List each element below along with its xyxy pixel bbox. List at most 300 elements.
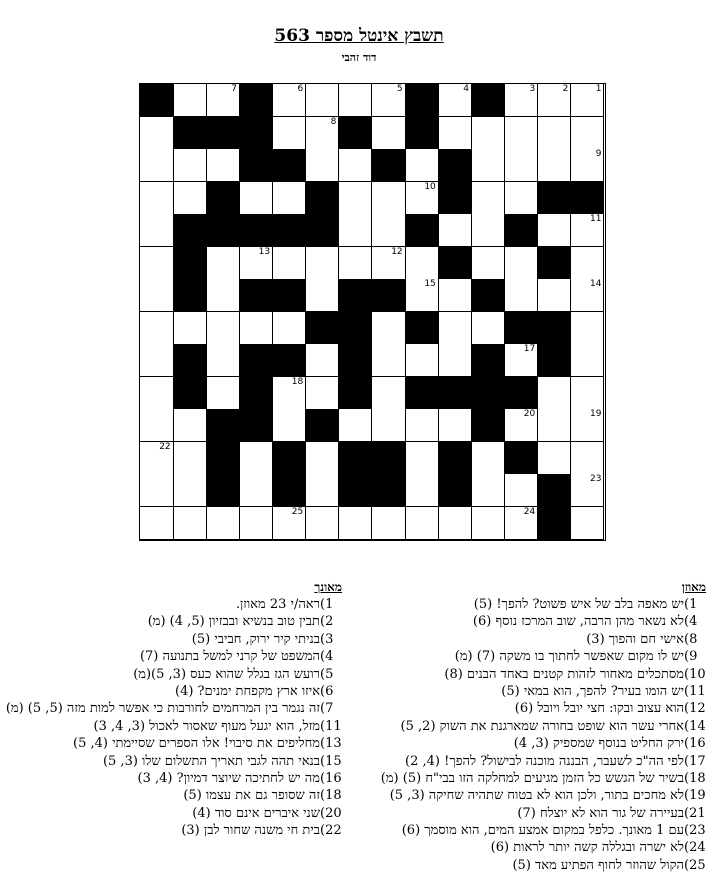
grid-cell[interactable] — [438, 344, 472, 377]
black-square — [306, 182, 340, 215]
clue-text: יש לו מקום שאפשר לחתוך בו משקה (7) (מ) — [454, 649, 684, 665]
clue-text: יש הומו בעיר? להפך, הוא במאי (5) — [501, 683, 684, 699]
black-square — [505, 442, 539, 475]
grid-cell[interactable] — [140, 344, 174, 377]
clue-number: 12 — [391, 246, 403, 257]
across-clue-list — [356, 596, 706, 874]
clue-number-label: 9) — [684, 649, 698, 665]
black-square — [140, 84, 174, 117]
grid-cell[interactable] — [306, 149, 340, 182]
black-square — [438, 442, 472, 475]
grid-cell[interactable] — [471, 117, 505, 150]
across-clue — [356, 770, 706, 787]
grid-cell[interactable] — [405, 507, 439, 540]
black-square — [438, 474, 472, 507]
clue-text: לא נשאר מהן הרבה, שוב המרכז נוסף (6) — [472, 614, 684, 630]
clue-number-label: 18) — [684, 770, 706, 786]
black-square — [206, 442, 240, 475]
black-square — [438, 149, 472, 182]
across-clue — [356, 753, 706, 770]
black-square — [505, 214, 539, 247]
across-clue — [356, 683, 706, 700]
down-clue — [2, 770, 342, 787]
clue-text: ירק החליט בנוסף שמספיק (3, 4) — [513, 736, 684, 752]
grid-cell[interactable] — [505, 409, 539, 442]
grid-cell[interactable] — [306, 84, 340, 117]
grid-cell[interactable] — [438, 117, 472, 150]
grid-cell[interactable] — [571, 214, 605, 247]
black-square — [339, 117, 373, 150]
black-square — [173, 377, 207, 410]
down-clue — [2, 631, 342, 648]
down-clue — [2, 648, 342, 665]
clue-text: מזל, הוא יגעל מעוף שאסור לאכול (3, 4, 3) — [93, 718, 320, 734]
down-clue — [2, 700, 342, 717]
grid-cell[interactable] — [273, 247, 307, 280]
clue-number-label: 1) — [320, 597, 334, 612]
clue-text: ראה/י 23 מאוזן. — [235, 597, 320, 612]
grid-cell[interactable] — [405, 149, 439, 182]
black-square — [239, 279, 273, 312]
clue-number: 24 — [523, 506, 536, 517]
clue-text: הקול שהוזר לחוף הפתיע מאד (5) — [512, 857, 684, 873]
clue-number: 25 — [291, 506, 304, 517]
clue-text: יש מאפה בלב של איש פשוט? להפך! (5) — [473, 597, 684, 612]
clue-number: 1 — [595, 84, 602, 94]
grid-cell[interactable] — [505, 507, 539, 540]
down-clue — [2, 822, 342, 839]
clue-number: 23 — [590, 474, 602, 484]
black-square — [173, 344, 207, 377]
grid-cell[interactable] — [173, 84, 207, 117]
grid-cell[interactable] — [571, 409, 605, 442]
black-square — [538, 182, 572, 215]
black-square — [339, 474, 373, 507]
grid-cell[interactable] — [571, 117, 605, 150]
grid-cell[interactable] — [405, 344, 439, 377]
grid-cell[interactable] — [538, 84, 572, 117]
black-square — [239, 344, 273, 377]
clue-text: הוא עצוב ובקו: חצי יובל ויובל (6) — [514, 701, 684, 717]
grid-cell[interactable] — [239, 312, 273, 345]
grid-cell[interactable] — [140, 409, 174, 442]
black-square — [505, 377, 539, 410]
black-square — [538, 474, 572, 507]
black-square — [405, 377, 439, 410]
down-clue — [2, 683, 342, 700]
grid-cell[interactable] — [273, 507, 307, 540]
clue-number-label: 7) — [320, 701, 334, 717]
black-square — [306, 214, 340, 247]
across-clue — [356, 735, 706, 752]
down-clue-list — [2, 596, 342, 839]
clue-number-label: 22) — [320, 823, 342, 839]
grid-cell[interactable] — [571, 247, 605, 280]
grid-cell[interactable] — [571, 344, 605, 377]
grid-cell[interactable] — [140, 117, 174, 150]
across-clue — [356, 631, 706, 648]
grid-cell[interactable] — [273, 117, 307, 150]
grid-cell[interactable] — [372, 247, 406, 280]
across-clue — [356, 857, 706, 874]
clue-number-label: 12) — [684, 701, 706, 717]
grid-cell[interactable] — [471, 312, 505, 345]
black-square — [173, 214, 207, 247]
black-square — [239, 409, 273, 442]
grid-cell[interactable] — [339, 214, 373, 247]
across-clues — [356, 580, 706, 874]
black-square — [306, 409, 340, 442]
grid-cell[interactable] — [372, 84, 406, 117]
grid-cell[interactable] — [438, 279, 472, 312]
clue-number-label: 11) — [684, 683, 706, 699]
grid-cell[interactable] — [140, 149, 174, 182]
grid-cell[interactable] — [339, 247, 373, 280]
clue-number: 11 — [590, 214, 602, 224]
grid-cell[interactable] — [471, 507, 505, 540]
grid-cell[interactable] — [505, 182, 539, 215]
black-square — [239, 377, 273, 410]
clue-text: עם 1 מאונך. כלפל במקום אמצע המים, הוא מוסמך (6) — [401, 823, 684, 839]
across-clue — [356, 666, 706, 683]
black-square — [273, 442, 307, 475]
clue-text: לא ישרה ובגללה קשה יותר לראות (6) — [490, 840, 684, 856]
across-clue — [356, 839, 706, 856]
clue-number: 20 — [523, 409, 536, 419]
grid-cell[interactable] — [273, 182, 307, 215]
grid-cell[interactable] — [372, 409, 406, 442]
clue-number-label: 19) — [684, 788, 706, 804]
grid-cell[interactable] — [173, 409, 207, 442]
grid-cell[interactable] — [206, 84, 240, 117]
grid-cell[interactable] — [538, 377, 572, 410]
clue-number-label: 1) — [684, 597, 698, 612]
grid-cell[interactable] — [339, 182, 373, 215]
grid-cell[interactable] — [239, 507, 273, 540]
grid-cell[interactable] — [571, 279, 605, 312]
puzzle-author: דוד זהבי — [341, 51, 377, 64]
black-square — [471, 84, 505, 117]
grid-cell[interactable] — [173, 149, 207, 182]
grid-cell[interactable] — [140, 214, 174, 247]
grid-cell[interactable] — [571, 312, 605, 345]
grid-cell[interactable] — [438, 214, 472, 247]
grid-cell[interactable] — [505, 149, 539, 182]
grid-cell[interactable] — [538, 214, 572, 247]
grid-cell[interactable] — [471, 149, 505, 182]
grid-cell[interactable] — [140, 182, 174, 215]
black-square — [239, 149, 273, 182]
grid-cell[interactable] — [273, 84, 307, 117]
grid-cell[interactable] — [505, 247, 539, 280]
grid-cell[interactable] — [339, 149, 373, 182]
clue-number: 10 — [424, 181, 436, 192]
clue-number: 17 — [523, 344, 536, 354]
grid-cell[interactable] — [571, 84, 605, 117]
black-square — [538, 507, 572, 540]
black-square — [173, 117, 207, 150]
grid-cell[interactable] — [206, 149, 240, 182]
clue-number-label: 21) — [684, 805, 706, 821]
clue-number: 14 — [590, 279, 602, 289]
clue-number-label: 18) — [320, 788, 342, 804]
across-clue — [356, 718, 706, 735]
grid-cell[interactable] — [405, 442, 439, 475]
down-clue — [2, 805, 342, 822]
across-clue — [356, 787, 706, 804]
grid-cell[interactable] — [306, 279, 340, 312]
across-clue — [356, 613, 706, 630]
clue-number: 3 — [529, 84, 536, 94]
grid-cell[interactable] — [173, 474, 207, 507]
clue-number-label: 17) — [684, 753, 706, 769]
grid-cell[interactable] — [339, 84, 373, 117]
clue-number: 15 — [424, 279, 436, 289]
grid-cell[interactable] — [571, 442, 605, 475]
clue-number-label: 13) — [320, 736, 342, 752]
clue-text: בעיירה של גור הוא לא יוצלח (7) — [517, 805, 684, 821]
clue-number: 21 — [358, 441, 370, 452]
black-square — [471, 409, 505, 442]
grid-cell[interactable] — [471, 247, 505, 280]
clue-text: בניתי קיר ירוק, חביבי (5) — [191, 631, 320, 647]
black-square — [571, 182, 605, 215]
puzzle-title-text: תשבץ אינטל מספר 563 — [274, 26, 444, 46]
black-square — [372, 149, 406, 182]
grid-cell[interactable] — [140, 279, 174, 312]
grid-cell[interactable] — [306, 377, 340, 410]
grid-cell[interactable] — [306, 474, 340, 507]
grid-cell[interactable] — [471, 474, 505, 507]
black-square — [239, 214, 273, 247]
clue-number-label: 16) — [684, 736, 706, 752]
grid-cell[interactable] — [206, 377, 240, 410]
grid-cell[interactable] — [206, 279, 240, 312]
grid-cell[interactable] — [471, 214, 505, 247]
grid-cell[interactable] — [405, 247, 439, 280]
black-square — [505, 312, 539, 345]
grid-cell[interactable] — [140, 507, 174, 540]
grid-cell[interactable] — [471, 182, 505, 215]
clue-number-label: 4) — [320, 649, 334, 665]
grid-cell[interactable] — [505, 117, 539, 150]
black-square — [438, 182, 472, 215]
grid-cell[interactable] — [273, 312, 307, 345]
clue-text: בנאי תהה לגבי תאריך התשלום שלו (3, 5) — [102, 753, 320, 769]
clue-number-label: 5) — [320, 666, 334, 682]
black-square — [339, 312, 373, 345]
grid-cell[interactable] — [239, 247, 273, 280]
black-square — [372, 474, 406, 507]
down-clue — [2, 753, 342, 770]
grid-cell[interactable] — [173, 507, 207, 540]
clue-text: איזו ארץ מקפחת ימנים? (4) — [174, 683, 320, 699]
black-square — [372, 279, 406, 312]
black-square — [438, 247, 472, 280]
grid-cell[interactable] — [306, 344, 340, 377]
grid-cell[interactable] — [140, 442, 174, 475]
grid-cell[interactable] — [571, 507, 605, 540]
grid-cell[interactable] — [339, 409, 373, 442]
clue-text: מחליפים את סיבוי! אלו הספרים שסיימתי (4, 5) — [72, 736, 320, 752]
grid-cell[interactable] — [438, 312, 472, 345]
clue-number-label: 25) — [684, 857, 706, 873]
clue-text: מסתכלים מאחור לזהות קטנים באחד הבנים (8) — [444, 666, 684, 682]
grid-cell[interactable] — [372, 117, 406, 150]
clue-number: 16 — [358, 311, 370, 322]
grid-cell[interactable] — [372, 182, 406, 215]
clue-number-label: 8) — [684, 631, 698, 647]
down-heading: מאונך — [314, 580, 342, 594]
clue-number-label: 11) — [320, 718, 342, 734]
clue-text: בית חי משנה שחור לבן (3) — [181, 823, 320, 839]
clue-text: תבין טוב בנשיא ובבזיון (5, 4) (מ) — [147, 614, 320, 630]
grid-cell[interactable] — [206, 344, 240, 377]
grid-cell[interactable] — [140, 247, 174, 280]
grid-cell[interactable] — [173, 182, 207, 215]
down-clue — [2, 718, 342, 735]
black-square — [372, 442, 406, 475]
grid-cell[interactable] — [405, 279, 439, 312]
clue-text: מה יש לחתיכה שיוצר דמיון? (4, 3) — [137, 770, 320, 786]
black-square — [471, 377, 505, 410]
grid-cell[interactable] — [173, 442, 207, 475]
grid-cell[interactable] — [372, 312, 406, 345]
black-square — [306, 312, 340, 345]
black-square — [538, 344, 572, 377]
black-square — [339, 279, 373, 312]
grid-cell[interactable] — [471, 442, 505, 475]
clue-number: 19 — [590, 409, 602, 419]
clue-text: שני איברים אינם סוד (4) — [192, 805, 320, 821]
clue-text: לא מחכים בתור, ולכן הוא לא בטוח שתהיה שחיקה (3, 5) — [389, 788, 684, 804]
clue-number: 18 — [291, 376, 304, 387]
black-square — [273, 474, 307, 507]
black-square — [206, 214, 240, 247]
black-square — [339, 442, 373, 475]
black-square — [538, 312, 572, 345]
grid-cell[interactable] — [339, 507, 373, 540]
puzzle-title — [0, 26, 718, 46]
grid-cell[interactable] — [239, 182, 273, 215]
black-square — [471, 279, 505, 312]
grid-cell[interactable] — [538, 442, 572, 475]
black-square — [405, 84, 439, 117]
clue-number-label: 2) — [320, 614, 334, 630]
black-square — [538, 247, 572, 280]
grid-cell[interactable] — [206, 312, 240, 345]
grid-cell[interactable] — [140, 312, 174, 345]
across-clue — [356, 596, 706, 613]
black-square — [206, 474, 240, 507]
grid-cell[interactable] — [372, 377, 406, 410]
grid-cell[interactable] — [505, 344, 539, 377]
grid-cell[interactable] — [206, 247, 240, 280]
grid-cell[interactable] — [505, 279, 539, 312]
clue-number: 6 — [297, 84, 304, 94]
grid-cell[interactable] — [438, 409, 472, 442]
grid-cell[interactable] — [372, 344, 406, 377]
grid-cell[interactable] — [438, 507, 472, 540]
clue-number-label: 6) — [320, 683, 334, 699]
grid-cell[interactable] — [239, 474, 273, 507]
down-clue — [2, 613, 342, 630]
black-square — [273, 344, 307, 377]
black-square — [206, 182, 240, 215]
clue-number-label: 14) — [684, 718, 706, 734]
black-square — [405, 117, 439, 150]
black-square — [206, 117, 240, 150]
grid-cell[interactable] — [372, 214, 406, 247]
clue-text: זה שסופר גם את עצמו (5) — [183, 788, 320, 804]
grid-cell[interactable] — [372, 507, 406, 540]
across-clue — [356, 700, 706, 717]
grid-cell[interactable] — [505, 84, 539, 117]
grid-cell[interactable] — [538, 279, 572, 312]
clue-text: לפי הה"כ לשעבר, הבננה מוכנה לבישול? להפך! (4, 2) — [404, 753, 684, 769]
black-square — [206, 409, 240, 442]
clue-text: בשיר של הגשש כל הזמן מגיעים למחלקה הזו בבי"ח (5) (מ) — [380, 770, 684, 786]
clue-number-label: 3) — [320, 631, 334, 647]
grid-cell[interactable] — [306, 442, 340, 475]
grid-cell[interactable] — [206, 507, 240, 540]
grid-cell[interactable] — [306, 117, 340, 150]
grid-cell[interactable] — [571, 149, 605, 182]
grid-cell[interactable] — [140, 377, 174, 410]
black-square — [173, 279, 207, 312]
grid-cell[interactable] — [273, 409, 307, 442]
black-square — [239, 84, 273, 117]
grid-cell[interactable] — [571, 474, 605, 507]
clue-number-label: 16) — [320, 770, 342, 786]
black-square — [438, 377, 472, 410]
grid-cell[interactable] — [405, 182, 439, 215]
grid-cell[interactable] — [538, 149, 572, 182]
clue-number: 9 — [595, 149, 602, 159]
grid-cell[interactable] — [571, 377, 605, 410]
down-clue — [2, 596, 342, 613]
across-clue — [356, 822, 706, 839]
black-square — [405, 214, 439, 247]
grid-cell[interactable] — [306, 247, 340, 280]
grid-cell[interactable] — [405, 474, 439, 507]
grid-cell[interactable] — [306, 507, 340, 540]
clue-number: 7 — [231, 84, 237, 94]
grid-cell[interactable] — [273, 377, 307, 410]
clue-number: 4 — [463, 84, 469, 94]
black-square — [339, 344, 373, 377]
grid-cell[interactable] — [140, 474, 174, 507]
down-clues — [2, 580, 342, 839]
clue-number-label: 10) — [684, 666, 706, 682]
black-square — [273, 214, 307, 247]
across-clue — [356, 805, 706, 822]
clue-number: 8 — [330, 116, 337, 127]
black-square — [405, 312, 439, 345]
grid-cell[interactable] — [505, 474, 539, 507]
clue-text: המשפט של קרני למשל בתנועה (7) — [139, 649, 320, 665]
grid-cell[interactable] — [538, 409, 572, 442]
black-square — [339, 377, 373, 410]
grid-cell[interactable] — [405, 409, 439, 442]
grid-cell[interactable] — [538, 117, 572, 150]
clue-number-label: 20) — [320, 805, 342, 821]
clue-number: 22 — [159, 441, 171, 452]
grid-cell[interactable] — [173, 312, 207, 345]
grid-cell[interactable] — [239, 442, 273, 475]
grid-cell[interactable] — [438, 84, 472, 117]
clue-text: זה נגמר בין המרחמים לחורבות כי אפשר למות מזה (5, 5) (מ) — [5, 701, 320, 717]
